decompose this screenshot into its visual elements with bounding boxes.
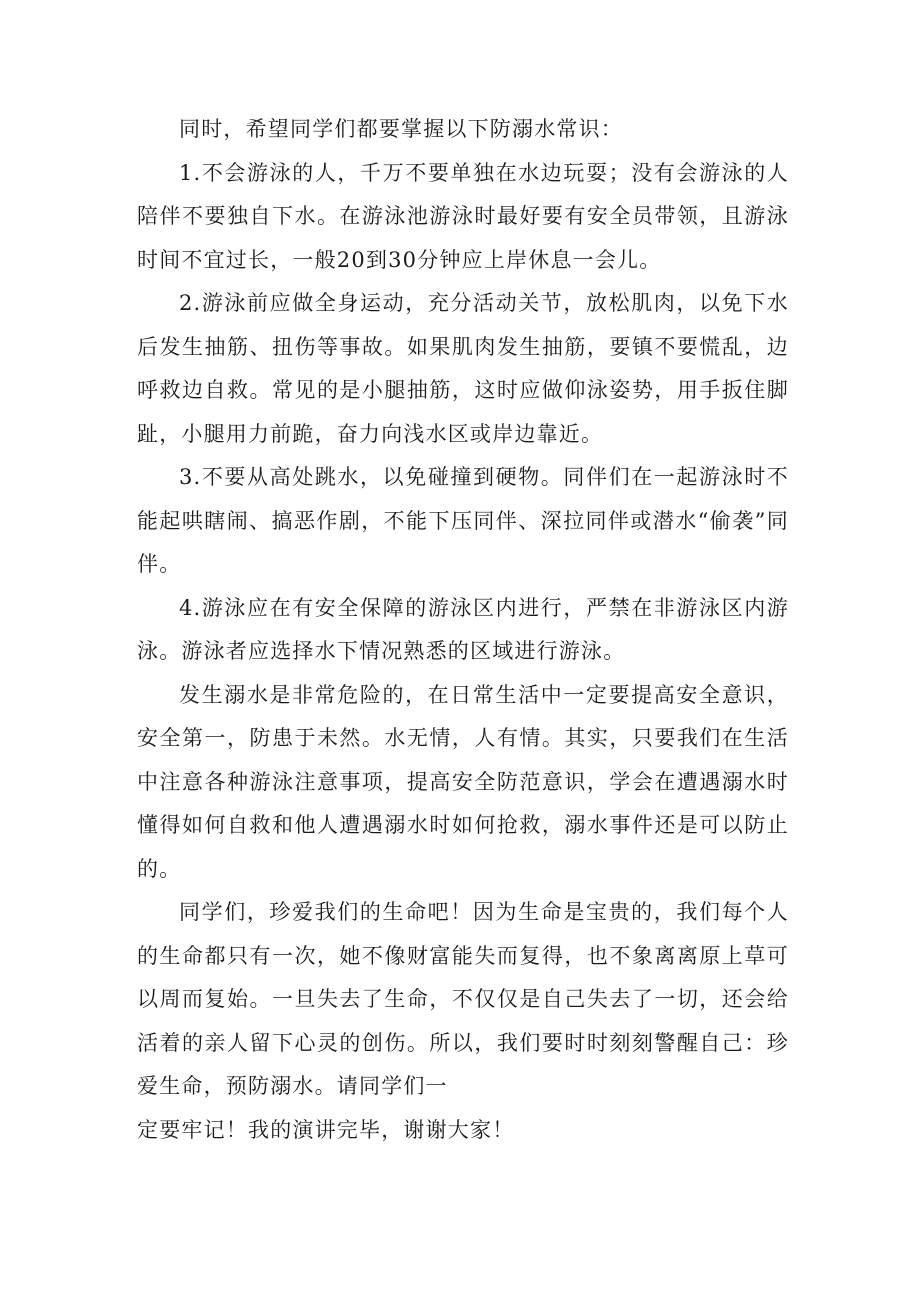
paragraph-intro: 同时，希望同学们都要掌握以下防溺水常识： [179, 117, 623, 141]
paragraph-appeal: 同学们，珍爱我们的生命吧！因为生命是宝贵的，我们每个人的生命都只有一次，她不像财富能失而复得，也不象离离原上草可以周而复始。一旦失去了生命，不仅仅是自己失去了一切，还会给活着的亲人留下心灵的创伤。所以，我们要时时刻刻警醒自己：珍爱生命，预防溺水。请同学们一 [137, 900, 789, 1098]
paragraph-tip-3: 3.不要从高处跳水，以免碰撞到硬物。同伴们在一起游泳时不能起哄瞎闹、搞恶作剧，不能下压同伴、深拉同伴或潜水“偷袭”同伴。 [137, 465, 789, 576]
paragraph-tip-4: 4.游泳应在有安全保障的游泳区内进行，严禁在非游泳区内游泳。游泳者应选择水下情况熟悉的区域进行游泳。 [137, 595, 789, 663]
paragraph-closing: 定要牢记！我的演讲完毕，谢谢大家！ [137, 1117, 515, 1142]
paragraph-summary: 发生溺水是非常危险的，在日常生活中一定要提高安全意识，安全第一，防患于未然。水无情，人有情。其实，只要我们在生活中注意各种游泳注意事项，提高安全防范意识，学会在遭遇溺水时懂得如何自救和他人遭遇溺水时如何抢救，溺水事件还是可以防止的。 [137, 682, 789, 881]
paragraph-tip-1: 1.不会游泳的人，千万不要单独在水边玩耍；没有会游泳的人陪伴不要独自下水。在游泳池游泳时最好要有安全员带领，且游泳时间不宜过长，一般20到30分钟应上岸休息一会儿。 [137, 160, 789, 272]
document-body [137, 108, 789, 1152]
paragraph-tip-2: 2.游泳前应做全身运动，充分活动关节，放松肌肉，以免下水后发生抽筋、扭伤等事故。如果肌肉发生抽筋，要镇不要慌乱，边呼救边自救。常见的是小腿抽筋，这时应做仰泳姿势，用手扳住脚趾，小腿用力前跪，奋力向浅水区或岸边靠近。 [137, 291, 789, 446]
